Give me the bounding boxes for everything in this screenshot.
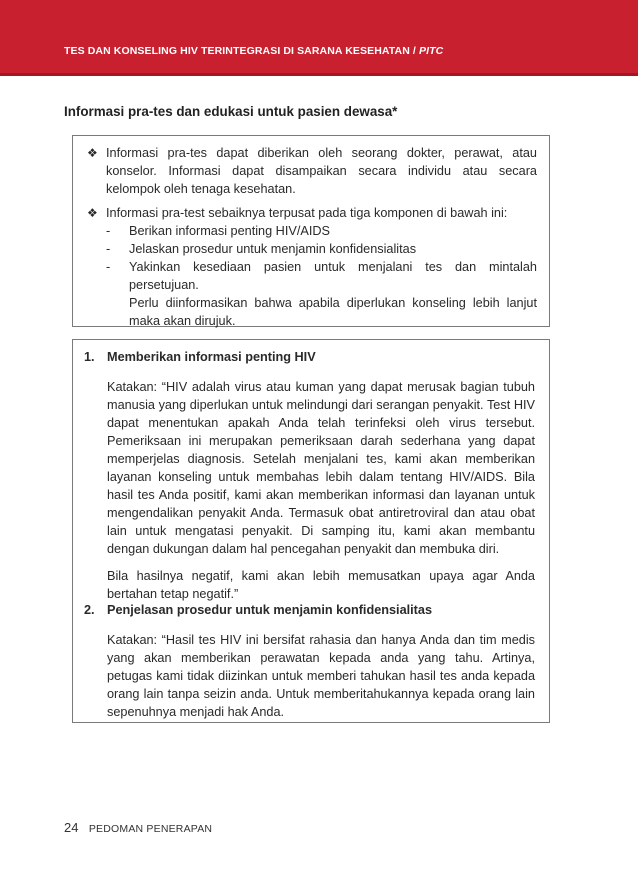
page-number: 24: [64, 820, 79, 835]
running-head-abbr: PITC: [418, 45, 444, 57]
section-title: Informasi pra-tes dan edukasi untuk pasien dewasa*: [64, 104, 398, 119]
paragraph: Katakan: “HIV adalah virus atau kuman yang dapat merusak bagian tubuh manusia yang diperlukan untuk melindungi dari serangan penyakit. Test HIV dapat menentukan apakah Anda telah terinfeksi oleh virus tersebut. Pemeriksaan ini merupakan pemeriksaan darah sederhana yang dapat memperjelas diagnosis. Setelah menjalani tes, kami akan memberikan layanan konseling untuk membahas lebih dalam tentang HIV/AIDS. Bila hasil tes Anda positif, kami akan memberikan informasi dan layanan untuk mengendalikan penyakit Anda. Termasuk obat antiretroviral dan atau obat lain untuk mengatasi penyakit. Di samping itu, kami akan membantu dengan dukungan dalam hal pencegahan penyakit dan membuka diri.: [107, 380, 535, 556]
bullet-text: Informasi pra-test sebaiknya terpusat pada tiga komponen di bawah ini:: [106, 206, 508, 220]
section-number: 2.: [84, 603, 95, 617]
referral-note: Perlu diinformasikan bahwa apabila diperlukan konseling lebih lanjut maka akan dirujuk.: [129, 296, 537, 328]
diamond-bullet-icon: ❖: [87, 146, 98, 160]
numbered-section: [84, 348, 535, 603]
list-item: - Jelaskan prosedur untuk menjamin konfidensialitas: [106, 242, 417, 256]
paragraph: Katakan: “Hasil tes HIV ini bersifat rahasia dan hanya Anda dan tim medis yang akan memberikan perawatan kepada anda yang tahu. Artinya, petugas kami tidak diizinkan untuk memberi tahukan hasil tes anda kepada orang lain tanpa seizin anda. Untuk memberitahukannya kepada orang lain sepenuhnya menjadi hak Anda.: [107, 633, 535, 719]
bullet-item: [87, 144, 537, 198]
running-head-text: TES DAN KONSELING HIV TERINTEGRASI DI SARANA KESEHATAN /: [64, 45, 416, 57]
bullet-item: [87, 204, 537, 330]
section-heading: [84, 348, 535, 366]
list-item: - Yakinkan kesediaan pasien untuk menjalani tes dan mintalah persetujuan.: [106, 260, 537, 292]
section-heading-text: Penjelasan prosedur untuk menjamin konfidensialitas: [107, 603, 433, 617]
list-item: - Berikan informasi penting HIV/AIDS: [106, 224, 330, 238]
numbered-section: [84, 601, 535, 721]
running-head: [64, 45, 443, 57]
section-heading-text: Memberikan informasi penting HIV: [107, 350, 316, 364]
pretest-info-box: [72, 135, 550, 327]
paragraph: Bila hasilnya negatif, kami akan lebih memusatkan upaya agar Anda bertahan tetap negatif.”: [107, 569, 535, 601]
page-footer: [64, 820, 212, 835]
bullet-text: Informasi pra-tes dapat diberikan oleh seorang dokter, perawat, atau konselor. Informasi dapat disampaikan secara individu atau secara kelompok oleh tenaga kesehatan.: [106, 146, 537, 196]
header-band: [0, 0, 638, 76]
counseling-script-box: [72, 339, 550, 723]
component-list: [106, 222, 537, 294]
section-heading: [84, 601, 535, 619]
footer-label: PEDOMAN PENERAPAN: [88, 823, 213, 835]
section-number: 1.: [84, 350, 95, 364]
diamond-bullet-icon: ❖: [87, 206, 98, 220]
